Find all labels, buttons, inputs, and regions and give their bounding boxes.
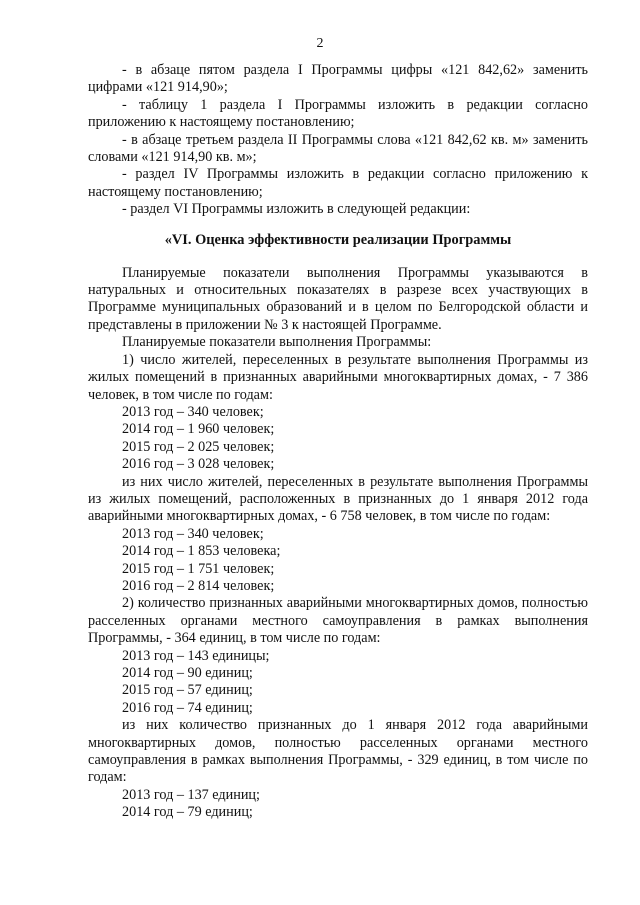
- year-line: 2016 год – 2 814 человек;: [122, 577, 275, 594]
- year-line: 2014 год – 1 853 человека;: [122, 543, 281, 560]
- amendment-paragraph: - таблицу 1 раздела I Программы изложить в редакции согласно приложению к настоящему постановлению;: [88, 96, 588, 131]
- year-line: 2015 год – 57 единиц;: [122, 682, 253, 699]
- year-line: 2014 год – 90 единиц;: [122, 665, 253, 681]
- amendment-paragraph: - раздел VI Программы изложить в следующей редакции:: [122, 201, 471, 218]
- amendment-paragraph: - раздел IV Программы изложить в редакции согласно приложению к настоящему постановлению;: [88, 166, 588, 200]
- year-line: 2015 год – 2 025 человек;: [122, 438, 275, 455]
- year-line: 2013 год – 137 единиц;: [122, 786, 260, 803]
- indicators-lead: Планируемые показатели выполнения Программы:: [122, 334, 432, 351]
- year-line: 2016 год – 3 028 человек;: [122, 456, 275, 473]
- indicator-1-text: 1) число жителей, переселенных в результате выполнения Программы из жилых помещений в признанных аварийными многоквартирных домах, - 7 386 человек, в том числе по годам:: [88, 351, 588, 403]
- intro-paragraph: Планируемые показатели выполнения Программы указываются в натуральных и относительных показателях в разрезе всех участвующих в Программе муниципальных образований и в целом по Белгородской области и представлены в приложении № 3 к настоящей Программе.: [88, 264, 588, 333]
- amendment-paragraph: - в абзаце пятом раздела I Программы цифры «121 842,62» заменить цифрами «121 914,90»;: [88, 62, 588, 96]
- year-line: 2014 год – 1 960 человек;: [122, 421, 275, 438]
- year-line: 2016 год – 74 единиц;: [122, 699, 253, 716]
- year-line: 2013 год – 143 единицы;: [122, 647, 270, 664]
- page-number: 2: [316, 36, 324, 51]
- year-line: 2013 год – 340 человек;: [122, 403, 264, 420]
- year-line: 2013 год – 340 человек;: [122, 525, 264, 542]
- amendment-paragraph: - в абзаце третьем раздела II Программы слова «121 842,62 кв. м» заменить словами «121 914,90 кв. м»;: [88, 131, 588, 166]
- indicator-2-subtext: из них количество признанных до 1 января 2012 года аварийными многоквартирных домов, полностью расселенных органами местного самоуправления в рамках выполнения Программы, - 329 единиц, в том числе по годам:: [88, 717, 588, 786]
- year-line: 2014 год – 79 единиц;: [122, 804, 253, 821]
- year-line: 2015 год – 1 751 человек;: [122, 560, 275, 577]
- indicator-1-subtext: из них число жителей, переселенных в результате выполнения Программы из жилых помещений, расположенных в признанных до 1 января 2012 года аварийными многоквартирных домах, - 6 758 человек, в том числе по годам:: [88, 473, 588, 525]
- document-body: [88, 62, 588, 822]
- indicator-2-text: 2) количество признанных аварийными многоквартирных домов, полностью расселенных органами местного самоуправления в рамках выполнения Программы, - 364 единиц, в том числе по годам:: [88, 595, 588, 647]
- section-heading: «VI. Оценка эффективности реализации Программы: [164, 231, 512, 248]
